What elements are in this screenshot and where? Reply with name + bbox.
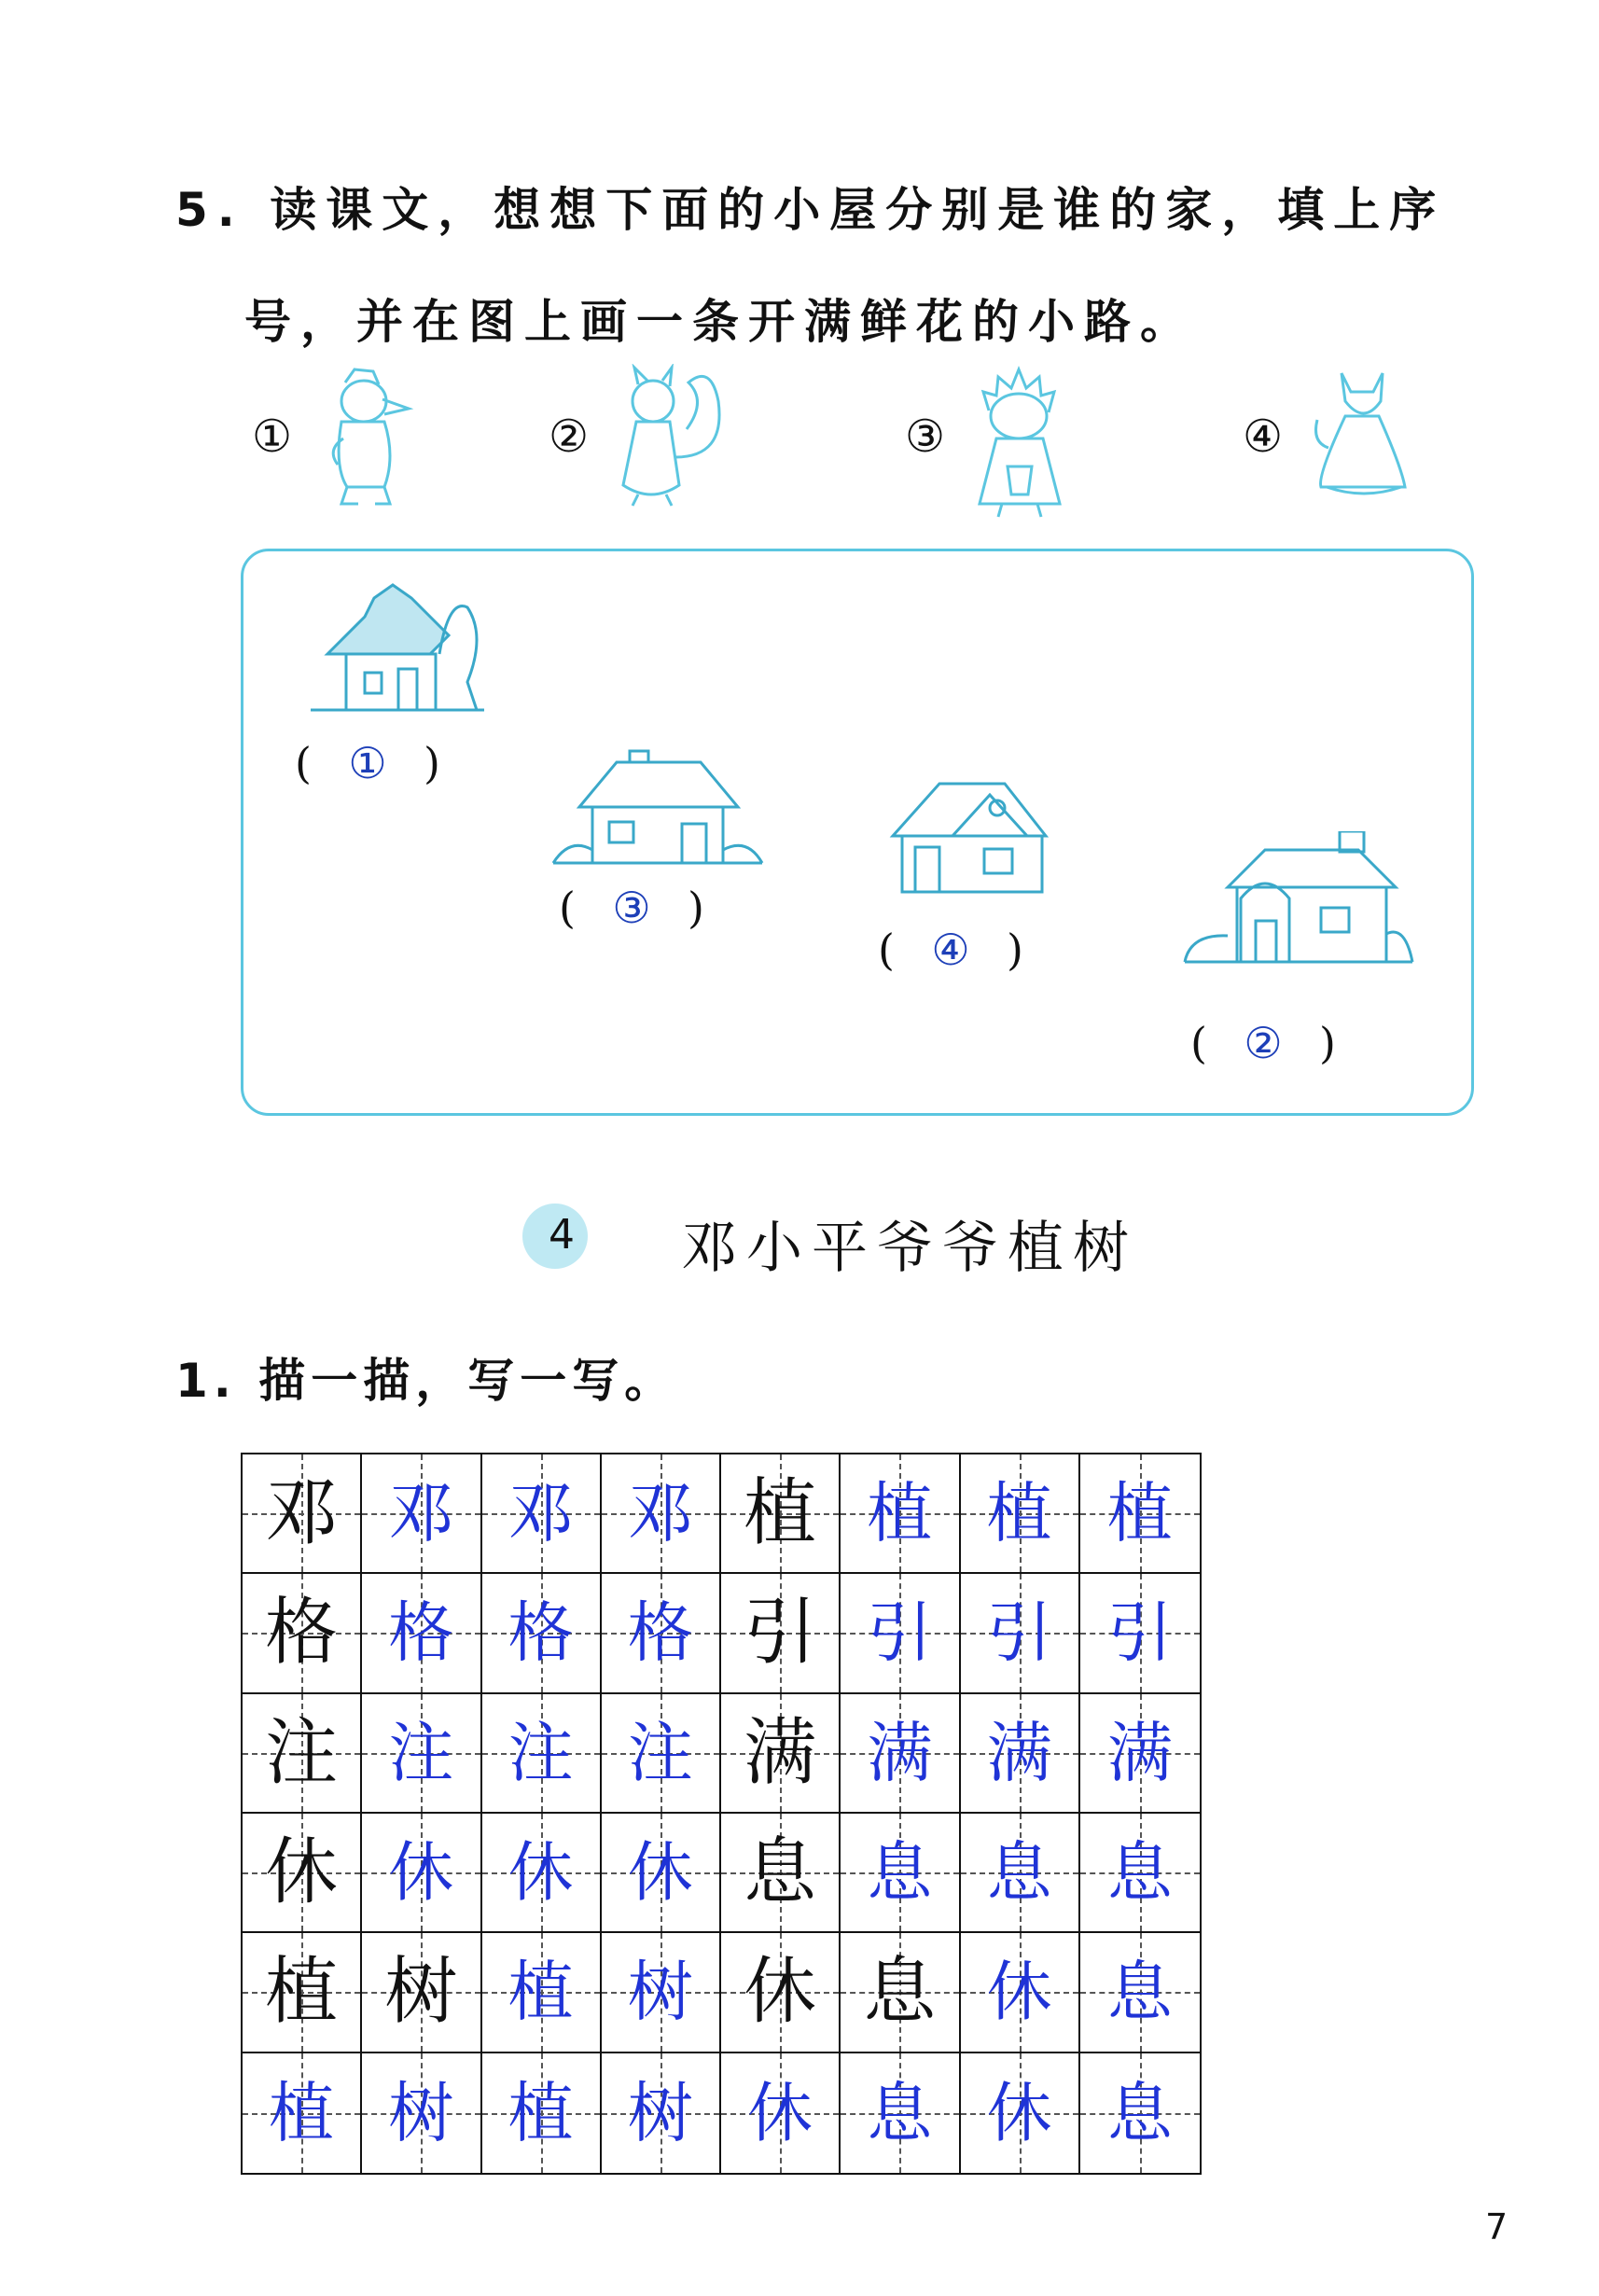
animal-number: ③ bbox=[905, 410, 946, 463]
paren-open: ( bbox=[878, 925, 895, 975]
grid-cell bbox=[482, 1814, 602, 1933]
lesson-number: 4 bbox=[549, 1211, 575, 1259]
grid-cell bbox=[721, 1814, 841, 1933]
grid-cell bbox=[721, 1694, 841, 1814]
grid-character: 植 bbox=[269, 2074, 335, 2151]
grid-cell bbox=[243, 1694, 362, 1814]
question5-line1: 5. 读课文，想想下面的小屋分别是谁的家，填上序 bbox=[175, 183, 1446, 237]
grid-cell bbox=[961, 1814, 1080, 1933]
grid-cell bbox=[362, 1454, 481, 1574]
grid-character: 休 bbox=[744, 1950, 817, 2035]
grid-cell bbox=[362, 1814, 481, 1933]
grid-cell bbox=[841, 2053, 960, 2173]
grid-cell bbox=[961, 1933, 1080, 2052]
grid-character: 树 bbox=[384, 1950, 458, 2035]
grid-cell bbox=[482, 1694, 602, 1814]
lesson-heading bbox=[522, 1194, 1175, 1287]
grid-character: 休 bbox=[986, 1954, 1052, 2031]
answer-value: ② bbox=[1244, 1018, 1283, 1068]
answer-slot-2 bbox=[559, 883, 704, 933]
grid-character: 满 bbox=[1106, 1714, 1173, 1791]
grid-cell bbox=[602, 1694, 721, 1814]
answer-value: ① bbox=[348, 738, 387, 788]
grid-cell bbox=[482, 1933, 602, 2052]
grid-cell bbox=[602, 1574, 721, 1693]
grid-character: 植 bbox=[508, 1954, 574, 2031]
grid-cell bbox=[721, 1574, 841, 1693]
grid-cell bbox=[961, 1454, 1080, 1574]
grid-cell bbox=[362, 1933, 481, 2052]
answer-slot-3 bbox=[878, 925, 1023, 975]
grid-character: 邓 bbox=[388, 1475, 454, 1552]
question1-text: 1. 描一描，写一写。 bbox=[175, 1354, 677, 1408]
grid-character: 邓 bbox=[508, 1475, 574, 1552]
grid-character: 休 bbox=[508, 1834, 574, 1912]
grid-character: 休 bbox=[388, 1834, 454, 1912]
grid-character: 息 bbox=[986, 1834, 1052, 1912]
fancy-house-icon bbox=[309, 579, 486, 729]
grid-cell bbox=[362, 1694, 481, 1814]
grid-character: 满 bbox=[986, 1714, 1052, 1791]
paren-open: ( bbox=[1190, 1018, 1207, 1068]
answer-value: ③ bbox=[612, 883, 651, 933]
grid-cell bbox=[721, 1933, 841, 2052]
grid-cell bbox=[841, 1694, 960, 1814]
cottage-house-icon bbox=[1181, 831, 1414, 981]
grid-character: 满 bbox=[867, 1714, 933, 1791]
grid-cell bbox=[721, 1454, 841, 1574]
animal-number: ② bbox=[549, 410, 590, 463]
grid-cell bbox=[482, 1454, 602, 1574]
grid-character: 息 bbox=[863, 1950, 937, 2035]
grid-character: 息 bbox=[744, 1830, 817, 1915]
snow-house-icon bbox=[551, 747, 766, 878]
grid-character: 植 bbox=[744, 1471, 817, 1556]
grid-character: 息 bbox=[1106, 2074, 1173, 2151]
answer-slot-4 bbox=[1190, 1018, 1336, 1068]
grid-cell bbox=[841, 1814, 960, 1933]
animal-number: ④ bbox=[1243, 410, 1284, 463]
grid-cell bbox=[482, 2053, 602, 2173]
grid-character: 注 bbox=[388, 1714, 454, 1791]
grid-character: 邓 bbox=[627, 1475, 693, 1552]
grid-character: 格 bbox=[388, 1594, 454, 1672]
grid-character: 树 bbox=[627, 1954, 693, 2031]
grid-cell bbox=[602, 1454, 721, 1574]
paren-close: ) bbox=[1006, 925, 1023, 975]
question5-line2: 号，并在图上画一条开满鲜花的小路。 bbox=[244, 295, 1196, 349]
grid-cell bbox=[362, 1574, 481, 1693]
grid-cell bbox=[841, 1574, 960, 1693]
grid-character: 息 bbox=[1106, 1834, 1173, 1912]
grid-cell bbox=[1080, 1574, 1200, 1693]
grid-cell bbox=[482, 1574, 602, 1693]
paren-open: ( bbox=[295, 738, 312, 788]
grid-cell bbox=[602, 1933, 721, 2052]
grid-cell bbox=[1080, 1694, 1200, 1814]
grid-cell bbox=[1080, 1814, 1200, 1933]
grid-character: 引 bbox=[986, 1594, 1052, 1672]
grid-character: 格 bbox=[265, 1591, 339, 1676]
grid-character: 休 bbox=[986, 2074, 1052, 2151]
grid-cell bbox=[602, 1814, 721, 1933]
animal-row bbox=[252, 364, 1446, 522]
hedgehog-icon bbox=[970, 364, 1082, 522]
grid-cell bbox=[243, 1933, 362, 2052]
grid-character: 休 bbox=[265, 1830, 339, 1915]
grid-character: 植 bbox=[265, 1950, 339, 2035]
grid-character: 注 bbox=[265, 1710, 339, 1795]
grid-cell bbox=[602, 2053, 721, 2173]
grid-cell bbox=[243, 1454, 362, 1574]
squirrel-icon bbox=[614, 364, 735, 513]
answer-value: ④ bbox=[931, 925, 970, 975]
grid-cell bbox=[721, 2053, 841, 2173]
answer-slot-1 bbox=[295, 738, 440, 788]
mole-icon bbox=[317, 364, 420, 513]
grid-character: 休 bbox=[747, 2074, 813, 2151]
grid-character: 注 bbox=[627, 1714, 693, 1791]
grid-cell bbox=[362, 2053, 481, 2173]
grid-character: 休 bbox=[627, 1834, 693, 1912]
page-number: 7 bbox=[1485, 2206, 1509, 2247]
grid-cell bbox=[243, 1574, 362, 1693]
grid-character: 引 bbox=[744, 1591, 817, 1676]
grid-character: 息 bbox=[867, 2074, 933, 2151]
grid-character: 树 bbox=[388, 2074, 454, 2151]
animal-number: ① bbox=[252, 410, 293, 463]
grid-cell bbox=[1080, 1454, 1200, 1574]
paren-close: ) bbox=[1318, 1018, 1336, 1068]
simple-house-icon bbox=[887, 771, 1055, 901]
grid-character: 满 bbox=[744, 1710, 817, 1795]
paren-close: ) bbox=[687, 883, 704, 933]
grid-cell bbox=[243, 1814, 362, 1933]
grid-cell bbox=[1080, 2053, 1200, 2173]
fox-icon bbox=[1308, 364, 1420, 504]
grid-cell bbox=[961, 1574, 1080, 1693]
grid-character: 引 bbox=[1106, 1594, 1173, 1672]
grid-character: 息 bbox=[1106, 1954, 1173, 2031]
writing-grid bbox=[241, 1453, 1202, 2175]
grid-character: 植 bbox=[508, 2074, 574, 2151]
houses-panel bbox=[241, 549, 1474, 1116]
grid-character: 格 bbox=[508, 1594, 574, 1672]
grid-cell bbox=[841, 1454, 960, 1574]
grid-cell bbox=[961, 1694, 1080, 1814]
paren-close: ) bbox=[423, 738, 440, 788]
grid-character: 树 bbox=[627, 2074, 693, 2151]
grid-character: 邓 bbox=[265, 1471, 339, 1556]
grid-character: 植 bbox=[867, 1475, 933, 1552]
grid-cell bbox=[243, 2053, 362, 2173]
paren-open: ( bbox=[559, 883, 576, 933]
grid-character: 引 bbox=[867, 1594, 933, 1672]
grid-character: 注 bbox=[508, 1714, 574, 1791]
grid-cell bbox=[1080, 1933, 1200, 2052]
grid-cell bbox=[841, 1933, 960, 2052]
grid-cell bbox=[961, 2053, 1080, 2173]
lesson-title: 邓小平爷爷植树 bbox=[681, 1216, 1138, 1281]
grid-character: 植 bbox=[1106, 1475, 1173, 1552]
grid-character: 植 bbox=[986, 1475, 1052, 1552]
grid-character: 息 bbox=[867, 1834, 933, 1912]
grid-character: 格 bbox=[627, 1594, 693, 1672]
